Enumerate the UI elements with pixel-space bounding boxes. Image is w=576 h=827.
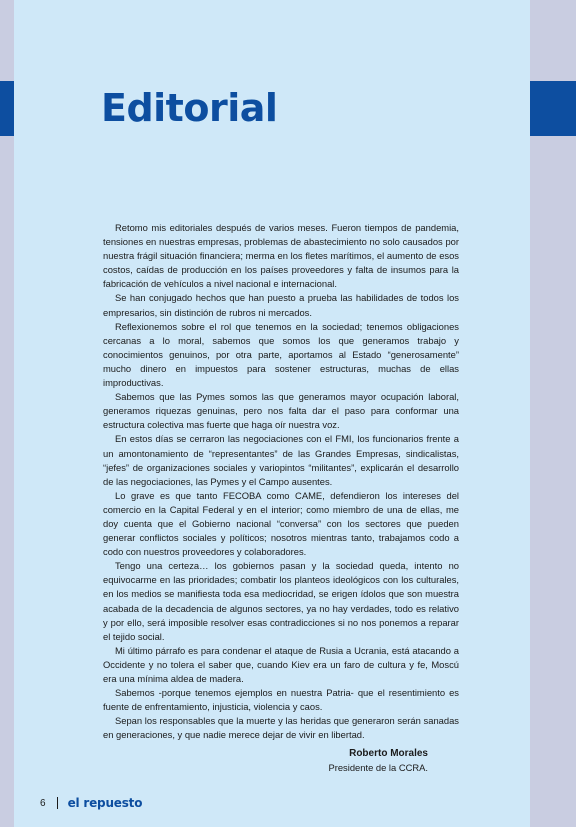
paragraph: Lo grave es que tanto FECOBA como CAME, defendieron los intereses del comercio en la Capital Federal y en el interior; como miembro de una de ellas, me doy cuenta que el Gobierno nacional “conversa” con los sectores que pueden generar conflictos sociales y políticos; nosotros mientras tanto, trabajamos codo a codo con nuestros proveedores y colaboradores.: [103, 489, 459, 558]
paragraph: En estos días se cerraron las negociaciones con el FMI, los funcionarios frente a un amontonamiento de “representantes” de las Grandes Empresas, sindicalistas, “jefes” de organizaciones sociales y variopintos “militantes”, explicarán el desarrollo de las negociaciones, las Pymes y el Campo ausentes.: [103, 433, 459, 487]
signature-block: [328, 747, 428, 775]
author-name: Roberto Morales: [349, 748, 428, 759]
page-title: Editorial: [101, 86, 278, 130]
paragraph: Reflexionemos sobre el rol que tenemos en la sociedad; tenemos obligaciones cercanas a lo moral, sabemos que somos los que generamos trabajo y conocimientos genuinos, por otra parte, aportamos al Estado “generosamente” mucho dinero en impuestos para sostener estructuras, muchas de ellas improductivas.: [103, 320, 459, 389]
paragraph: Sabemos que las Pymes somos las que generamos mayor ocupación laboral, generamos riquezas genuinas, pero nos falta dar el paso para conformar una estructura colectiva mas fuerte que haga oír nuestra voz.: [103, 391, 459, 431]
page-number: 6: [40, 797, 46, 809]
footer-divider: [57, 797, 58, 809]
page-footer: [40, 795, 142, 811]
author-role: Presidente de la CCRA.: [328, 762, 428, 773]
header-accent-band-right: [530, 81, 576, 136]
paragraph: Sepan los responsables que la muerte y las heridas que generaron serán sanadas en generaciones, y que nadie merece dejar de vivir en libertad.: [103, 715, 459, 741]
paragraph: Sabemos -porque tenemos ejemplos en nuestra Patria- que el resentimiento es fuente de enfrentamiento, injusticia, violencia y caos.: [103, 687, 459, 713]
editorial-body: [103, 221, 459, 742]
paragraph: Retomo mis editoriales después de varios meses. Fueron tiempos de pandemia, tensiones en nuestras empresas, problemas de abastecimiento no solo causados por nuestra frágil situación financiera; merma en los fletes marítimos, el aumento de esos costos, caídas de producción en los países proveedores y falta de insumos para la fabricación de vehículos a nivel nacional e internacional.: [103, 222, 459, 290]
paragraph: Mi último párrafo es para condenar el ataque de Rusia a Ucrania, está atacando a Occidente y no tolera el saber que, cuando Kiev era un faro de cultura y fe, Moscú era una mínima aldea de madera.: [103, 644, 459, 684]
paragraph: Tengo una certeza… los gobiernos pasan y la sociedad queda, intento no equivocarme en las prioridades; combatir los planteos ideológicos con los culturales, en los medios se manifiesta toda esa mediocridad, se erigen ídolos que son muestra acabada de la decadencia de algunos sectores, ya no hay verdades, todo es relativo y por ello, será imposible resolver esas contradicciones si no nos ponemos a reparar el tejido social.: [103, 560, 459, 642]
header-accent-band-left: [0, 81, 14, 136]
publication-logo: el repuesto: [67, 796, 143, 810]
paragraph: Se han conjugado hechos que han puesto a prueba las habilidades de todos los empresarios, sin distinción de rubros ni mercados.: [103, 292, 459, 318]
